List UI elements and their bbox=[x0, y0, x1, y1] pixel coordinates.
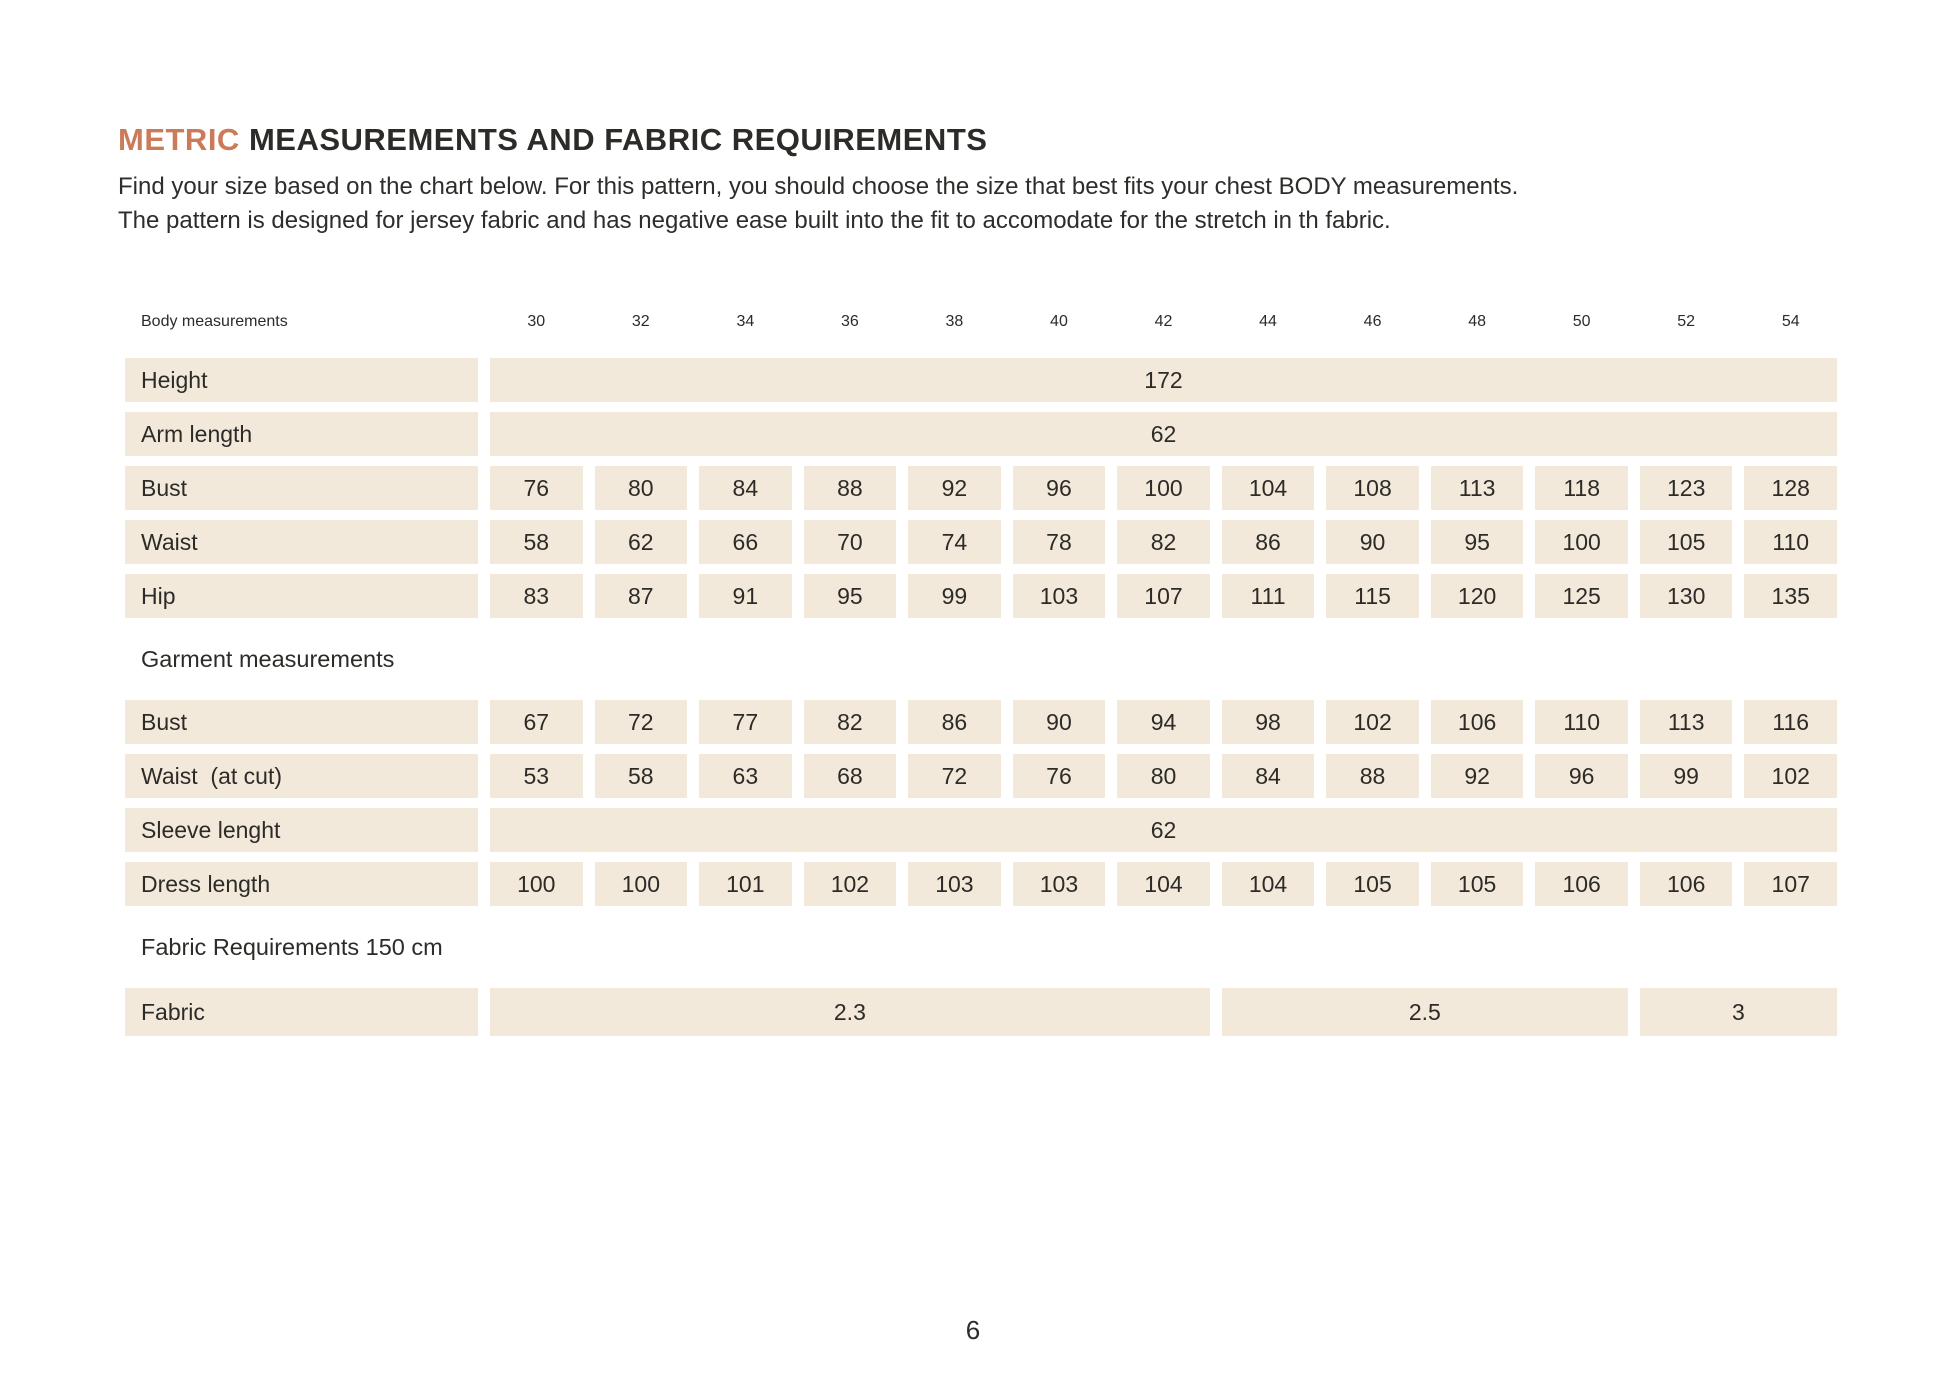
size-column-header: 40 bbox=[1050, 313, 1068, 330]
table-cell: 66 bbox=[699, 520, 792, 564]
table-cell: 110 bbox=[1535, 700, 1628, 744]
table-cell: 96 bbox=[1535, 754, 1628, 798]
table-cell: 111 bbox=[1222, 574, 1315, 618]
table-cell: 68 bbox=[804, 754, 897, 798]
size-column-header: 34 bbox=[736, 313, 755, 330]
row-label: Bust bbox=[125, 466, 478, 510]
fabric-span-value: 3 bbox=[1640, 988, 1837, 1036]
table-cell: 90 bbox=[1013, 700, 1106, 744]
table-cell: 82 bbox=[804, 700, 897, 744]
page-title bbox=[118, 122, 1838, 158]
table-cell: 95 bbox=[804, 574, 897, 618]
row-label: Arm length bbox=[125, 412, 478, 456]
row-label: Hip bbox=[125, 574, 478, 618]
table-cell: 100 bbox=[1117, 466, 1210, 510]
table-cell: 106 bbox=[1535, 862, 1628, 906]
table-cell: 76 bbox=[1013, 754, 1106, 798]
table-cell: 135 bbox=[1744, 574, 1837, 618]
table-cell: 100 bbox=[1535, 520, 1628, 564]
table-cell: 118 bbox=[1535, 466, 1628, 510]
table-cell: 83 bbox=[490, 574, 583, 618]
table-cell: 115 bbox=[1326, 574, 1419, 618]
table-cell: 62 bbox=[595, 520, 688, 564]
table-cell: 92 bbox=[1431, 754, 1524, 798]
table-cell: 105 bbox=[1326, 862, 1419, 906]
table-cell: 77 bbox=[699, 700, 792, 744]
table-cell: 80 bbox=[1117, 754, 1210, 798]
row-label: Waist (at cut) bbox=[125, 754, 478, 798]
size-column-header: 36 bbox=[840, 313, 859, 330]
row-span-value: 172 bbox=[490, 358, 1837, 402]
table-cell: 58 bbox=[595, 754, 688, 798]
table-cell: 72 bbox=[595, 700, 688, 744]
table-cell: 72 bbox=[908, 754, 1001, 798]
row-label: Sleeve lenght bbox=[125, 808, 478, 852]
row-span-value: 62 bbox=[490, 412, 1837, 456]
size-column-header: 44 bbox=[1259, 313, 1277, 330]
size-column-header: 46 bbox=[1363, 313, 1382, 330]
table-cell: 106 bbox=[1640, 862, 1733, 906]
table-cell: 116 bbox=[1744, 700, 1837, 744]
table-cell: 80 bbox=[595, 466, 688, 510]
table-cell: 123 bbox=[1640, 466, 1733, 510]
fabric-section-header: Fabric Requirements 150 cm bbox=[141, 933, 443, 960]
fabric-span-value: 2.5 bbox=[1222, 988, 1628, 1036]
row-label: Dress length bbox=[125, 862, 478, 906]
table-cell: 101 bbox=[699, 862, 792, 906]
table-cell: 128 bbox=[1744, 466, 1837, 510]
table-header-label: Body measurements bbox=[141, 313, 288, 330]
table-cell: 105 bbox=[1640, 520, 1733, 564]
row-label: Height bbox=[125, 358, 478, 402]
table-cell: 104 bbox=[1222, 466, 1315, 510]
table-cell: 76 bbox=[490, 466, 583, 510]
table-cell: 96 bbox=[1013, 466, 1106, 510]
table-cell: 58 bbox=[490, 520, 583, 564]
size-table bbox=[125, 296, 1837, 1036]
table-cell: 120 bbox=[1431, 574, 1524, 618]
table-cell: 102 bbox=[1744, 754, 1837, 798]
table-cell: 108 bbox=[1326, 466, 1419, 510]
table-cell: 70 bbox=[804, 520, 897, 564]
size-column-header: 54 bbox=[1781, 313, 1800, 330]
table-cell: 74 bbox=[908, 520, 1001, 564]
size-column-header: 30 bbox=[527, 313, 546, 330]
row-span-value: 62 bbox=[490, 808, 1837, 852]
table-cell: 100 bbox=[595, 862, 688, 906]
table-cell: 99 bbox=[1640, 754, 1733, 798]
table-cell: 103 bbox=[1013, 574, 1106, 618]
table-cell: 86 bbox=[1222, 520, 1315, 564]
size-column-header: 52 bbox=[1677, 313, 1696, 330]
table-cell: 86 bbox=[908, 700, 1001, 744]
table-cell: 103 bbox=[1013, 862, 1106, 906]
table-cell: 94 bbox=[1117, 700, 1210, 744]
table-cell: 113 bbox=[1640, 700, 1733, 744]
table-cell: 107 bbox=[1117, 574, 1210, 618]
page-title-rest: MEASUREMENTS AND FABRIC REQUIREMENTS bbox=[239, 122, 988, 157]
row-label: Bust bbox=[125, 700, 478, 744]
table-cell: 88 bbox=[1326, 754, 1419, 798]
intro-line-2: The pattern is designed for jersey fabric and has negative ease built into the fit to accomodate for the stretch in th fabric. bbox=[118, 207, 1391, 234]
garment-section-header: Garment measurements bbox=[141, 645, 395, 672]
table-cell: 88 bbox=[804, 466, 897, 510]
table-cell: 98 bbox=[1222, 700, 1315, 744]
size-column-header: 42 bbox=[1154, 313, 1173, 330]
table-cell: 63 bbox=[699, 754, 792, 798]
table-cell: 84 bbox=[699, 466, 792, 510]
table-cell: 125 bbox=[1535, 574, 1628, 618]
intro-paragraph bbox=[118, 170, 1838, 238]
size-column-header: 48 bbox=[1468, 313, 1486, 330]
size-column-header: 38 bbox=[945, 313, 964, 330]
table-cell: 105 bbox=[1431, 862, 1524, 906]
size-column-header: 32 bbox=[631, 313, 650, 330]
table-cell: 104 bbox=[1117, 862, 1210, 906]
row-label: Fabric bbox=[125, 988, 478, 1036]
table-cell: 53 bbox=[490, 754, 583, 798]
table-cell: 113 bbox=[1431, 466, 1524, 510]
table-cell: 104 bbox=[1222, 862, 1315, 906]
table-cell: 103 bbox=[908, 862, 1001, 906]
table-cell: 78 bbox=[1013, 520, 1106, 564]
table-cell: 106 bbox=[1431, 700, 1524, 744]
header-block bbox=[118, 122, 1838, 238]
size-column-header: 50 bbox=[1572, 313, 1591, 330]
table-cell: 95 bbox=[1431, 520, 1524, 564]
table-cell: 107 bbox=[1744, 862, 1837, 906]
table-cell: 84 bbox=[1222, 754, 1315, 798]
table-cell: 130 bbox=[1640, 574, 1733, 618]
intro-line-1: Find your size based on the chart below. For this pattern, you should choose the size that best fits your chest BODY measurements. bbox=[118, 173, 1519, 200]
page-title-highlight: METRIC bbox=[118, 122, 240, 157]
table-cell: 92 bbox=[908, 466, 1001, 510]
table-cell: 99 bbox=[908, 574, 1001, 618]
table-cell: 91 bbox=[699, 574, 792, 618]
table-cell: 87 bbox=[595, 574, 688, 618]
table-cell: 102 bbox=[804, 862, 897, 906]
table-cell: 67 bbox=[490, 700, 583, 744]
row-label: Waist bbox=[125, 520, 478, 564]
table-cell: 100 bbox=[490, 862, 583, 906]
fabric-span-value: 2.3 bbox=[490, 988, 1210, 1036]
table-cell: 110 bbox=[1744, 520, 1837, 564]
table-cell: 82 bbox=[1117, 520, 1210, 564]
table-cell: 90 bbox=[1326, 520, 1419, 564]
table-cell: 102 bbox=[1326, 700, 1419, 744]
page-number: 6 bbox=[965, 1315, 981, 1345]
